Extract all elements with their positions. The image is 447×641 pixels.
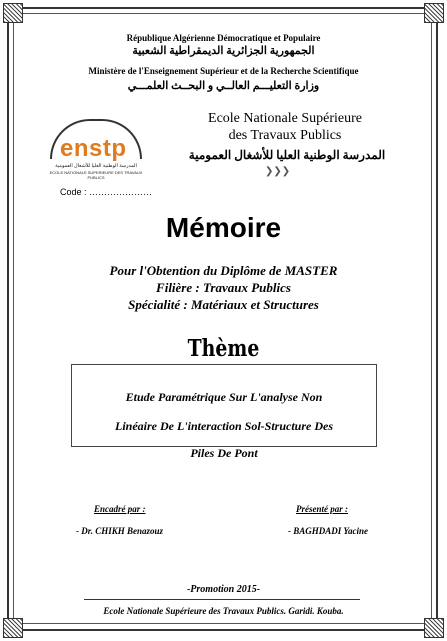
specialty-line: Spécialité : Matériaux et Structures xyxy=(128,297,319,312)
presenter-label: Présenté par : xyxy=(296,504,348,514)
footer-divider xyxy=(84,599,360,600)
theme-title-line2: Linéaire De L'interaction Sol-Structure Des xyxy=(114,419,333,433)
field-line: Filière : Travaux Publics xyxy=(156,280,291,295)
corner-ornament xyxy=(3,618,23,638)
republic-name-ar: الجمهورية الجزائرية الديمقراطية الشعبية xyxy=(132,45,315,57)
document-title: Mémoire xyxy=(165,212,282,243)
supervisor-name: - Dr. CHIKH Benazouz xyxy=(76,526,164,536)
theme-title-line1: Etude Paramétrique Sur L'analyse Non xyxy=(125,390,323,404)
school-name-fr xyxy=(180,110,390,144)
logo-subtitle-fr: ECOLE NATIONALE SUPERIEURE DES TRAVAUX PUBLICS xyxy=(49,170,143,180)
corner-ornament xyxy=(424,618,444,638)
logo-wordmark: enstp xyxy=(60,135,127,162)
school-logo xyxy=(42,119,150,181)
footer-address: Ecole Nationale Supérieure des Travaux Publics. Garidi. Kouba. xyxy=(103,606,344,616)
logo-subtitle-ar: المدرسة الوطنية العليا للأشغال العمومية xyxy=(55,164,137,169)
school-name-line2: des Travaux Publics xyxy=(228,128,342,143)
ministry-name-fr: Ministère de l'Enseignement Supérieur et de la Recherche Scientifique xyxy=(88,66,359,76)
promotion-year: -Promotion 2015- xyxy=(186,584,261,595)
corner-ornament xyxy=(3,3,23,23)
school-name-line1: Ecole Nationale Supérieure xyxy=(208,111,362,126)
ornament-chevron-icon: ❯❯❯ xyxy=(265,166,291,177)
corner-ornament xyxy=(424,3,444,23)
ministry-name-ar: وزارة التعليـــم العالــي و البحــث العلمـــي xyxy=(127,80,320,92)
diploma-line: Pour l'Obtention du Diplôme de MASTER xyxy=(109,263,338,278)
theme-box xyxy=(71,364,377,447)
republic-name-fr: République Algérienne Démocratique et Populaire xyxy=(126,33,321,43)
code-field: Code : ………………… xyxy=(60,187,153,197)
presenter-name: - BAGHDADI Yacine xyxy=(288,526,369,536)
theme-title-line3: Piles De Pont xyxy=(190,446,258,460)
school-name-ar: المدرسة الوطنية العليا للأشغال العمومية xyxy=(188,148,386,162)
supervisor-label: Encadré par : xyxy=(94,504,146,514)
theme-heading: Thème xyxy=(187,335,260,362)
